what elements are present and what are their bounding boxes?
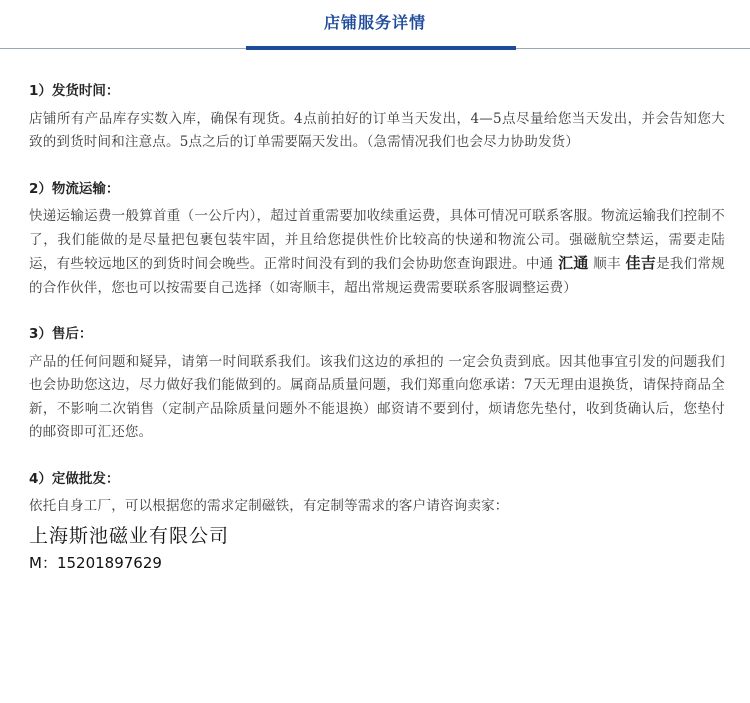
section-title: 2）物流运输： <box>29 180 120 197</box>
partner-name: 佳吉 <box>625 254 657 272</box>
section-body <box>29 205 725 300</box>
section-title: 3）售后： <box>29 326 93 342</box>
body-text: 快递运输运费一般算首重（一公斤内），超过首重需要加收续重运费，具体可情况可联系客服。物流运输我们控制不了，我们能做的是尽量把包裹包装牢固，并且给您提供性价比较高的快递和物流公司。强磁航空禁运，需要走陆运，有些较远地区的到货时间会晚些。正常时间没有到的我们会协助您查询跟进。中通 <box>29 208 725 272</box>
body-text: 是我们常规的合作伙伴，您也可以按需要自己选择（如寄顺丰，超出常规运费需要联系客服调整运费） <box>29 256 726 296</box>
page-title: 店铺服务详情 <box>323 13 426 32</box>
section-body: 产品的任何问题和疑异，请第一时间联系我们。该我们这边的承担的 一定会负责到底。因其他事宜引发的问题我们也会协助您这边，尽力做好我们能做到的。属商品质量问题，我们郑重向您承诺：7天无理由退换货，请保持商品全新，不影响二次销售（定制产品除质量问题外不能退换）邮资请不要到付，烦请您先垫付，收到货确认后，您垫付的邮资即可汇还您。 <box>29 353 725 440</box>
section-shipping-time <box>29 80 725 155</box>
company-name: 上海斯池磁业有限公司 <box>29 524 230 547</box>
section-logistics <box>29 178 725 301</box>
section-title: 1）发货时间： <box>29 83 120 99</box>
header-accent-bar <box>246 46 516 50</box>
section-body: 依托自身工厂，可以根据您的需求定制磁铁，有定制等需求的客户请咨询卖家： <box>29 498 509 514</box>
section-custom-wholesale <box>29 468 725 576</box>
section-title: 4）定做批发： <box>29 470 120 487</box>
service-details <box>29 80 725 576</box>
body-text: 顺丰 <box>588 256 626 272</box>
partner-name: 汇通 <box>558 254 589 272</box>
section-after-sales <box>29 323 725 445</box>
section-body: 店铺所有产品库存实数入库，确保有现货。4点前拍好的订单当天发出，4—5点尽量给您当天发出，并会告知您大致的到货时间和注意点。5点之后的订单需要隔天发出。（急需情况我们也会尽力协助发货） <box>29 110 725 150</box>
contact-phone: M：15201897629 <box>29 554 162 572</box>
